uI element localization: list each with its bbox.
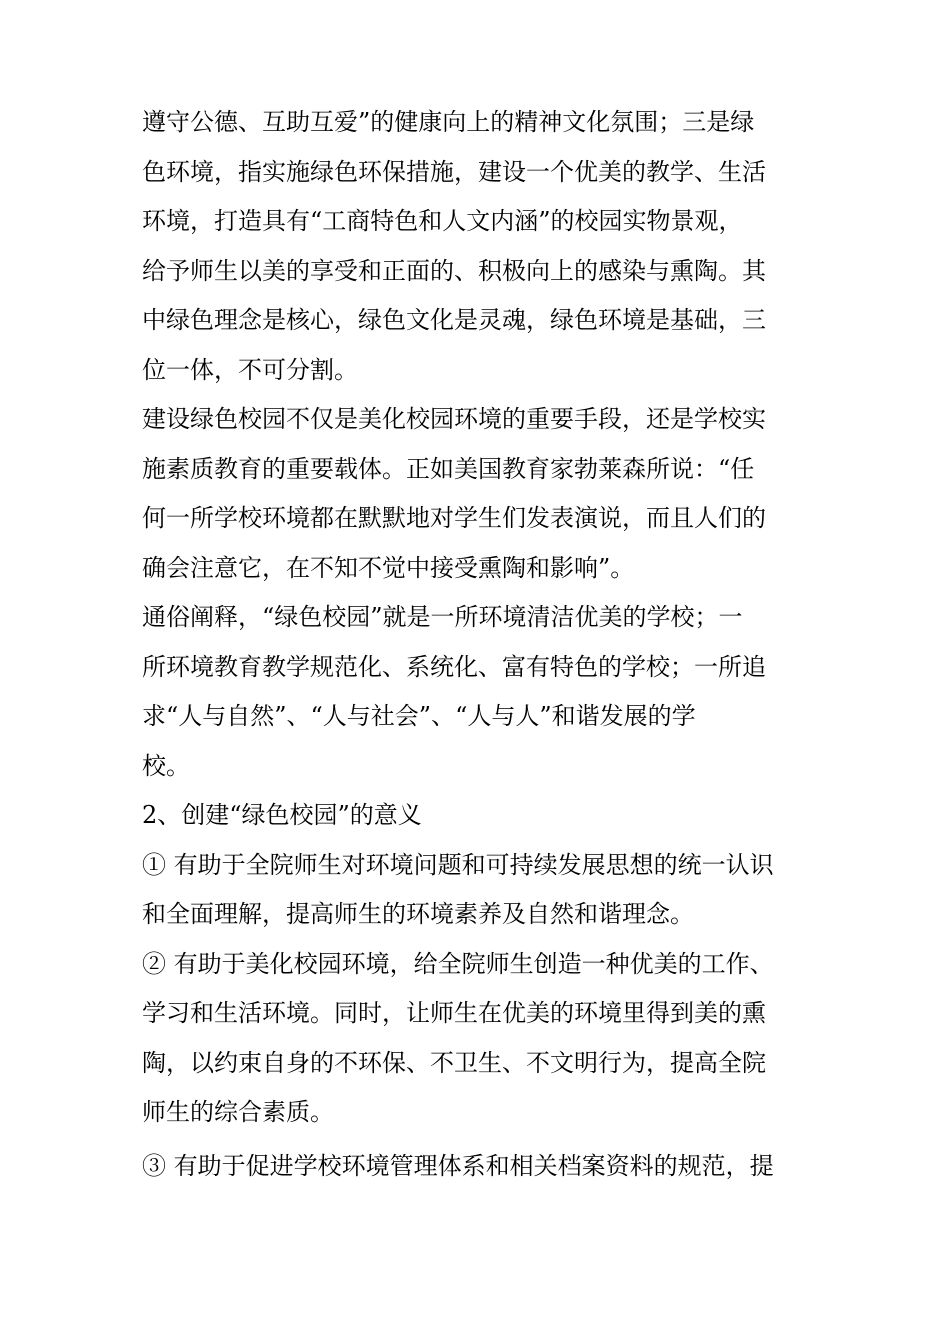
text-line: ① 有助于全院师生对环境问题和可持续发展思想的统一认识 (142, 850, 774, 879)
text-line: 所环境教育教学规范化、系统化、富有特色的学校；一所追 (142, 652, 766, 681)
text-line: 给予师生以美的享受和正面的、积极向上的感染与熏陶。其 (142, 256, 766, 285)
text-line: 通俗阐释，“绿色校园”就是一所环境清洁优美的学校；一 (142, 603, 743, 631)
body-text (142, 98, 842, 1191)
section-heading: 2、创建“绿色校园”的意义 (142, 801, 422, 829)
text-line: 学习和生活环境。同时，让师生在优美的环境里得到美的熏 (142, 999, 766, 1027)
text-line: ② 有助于美化校园环境，给全院师生创造一种优美的工作、 (142, 949, 774, 978)
text-line: 确会注意它，在不知不觉中接受熏陶和影响”。 (142, 553, 635, 582)
text-line: 位一体，不可分割。 (142, 355, 358, 384)
text-line: 陶，以约束自身的不环保、不卫生、不文明行为，提高全院 (142, 1048, 766, 1077)
text-line: 师生的综合素质。 (142, 1098, 334, 1126)
text-line: 遵守公德、互助互爱”的健康向上的精神文化氛围；三是绿 (142, 108, 755, 136)
text-line: ③ 有助于促进学校环境管理体系和相关档案资料的规范，提 (142, 1151, 774, 1180)
text-line: 建设绿色校园不仅是美化校园环境的重要手段，还是学校实 (142, 405, 766, 433)
text-line: 何一所学校环境都在默默地对学生们发表演说，而且人们的 (142, 504, 766, 532)
text-line: 和全面理解，提高师生的环境素养及自然和谐理念。 (142, 900, 694, 928)
text-line: 色环境，指实施绿色环保措施，建设一个优美的教学、生活 (142, 157, 766, 186)
text-line: 环境，打造具有“工商特色和人文内涵”的校园实物景观， (142, 207, 743, 235)
text-line: 施素质教育的重要载体。正如美国教育家勃莱森所说：“任 (142, 454, 755, 483)
text-line: 求“人与自然”、“人与社会”、“人与人”和谐发展的学 (142, 702, 696, 730)
text-line: 校。 (142, 751, 190, 780)
text-line: 中绿色理念是核心，绿色文化是灵魂，绿色环境是基础，三 (142, 306, 766, 334)
